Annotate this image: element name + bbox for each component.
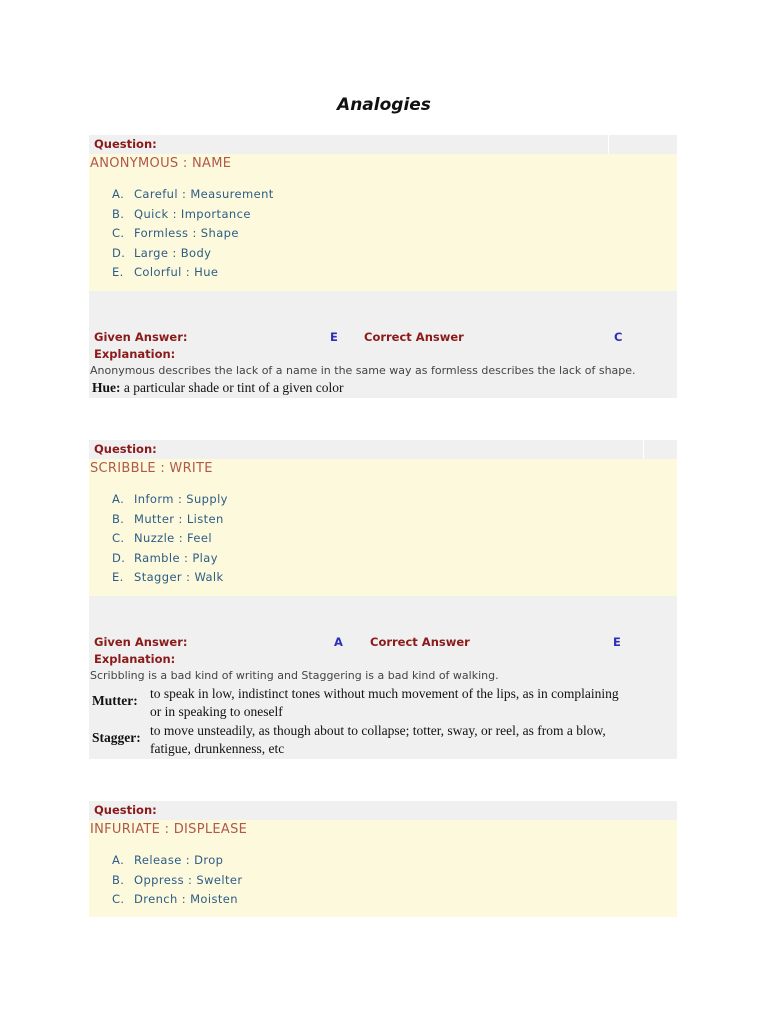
question-text: SCRIBBLE : WRITE	[90, 461, 213, 476]
question-label: Question:	[89, 440, 677, 459]
option-a: A. Careful : Measurement	[112, 187, 274, 201]
question-text: ANONYMOUS : NAME	[90, 156, 232, 171]
answer-row	[89, 328, 677, 346]
question-body	[89, 820, 677, 917]
options-list	[112, 481, 677, 596]
explanation-label: Explanation:	[94, 347, 176, 361]
option-c: C. Drench : Moisten	[112, 892, 238, 906]
option-d: D. Large : Body	[112, 245, 212, 260]
explanation-label: Explanation:	[94, 652, 176, 666]
question-card-2	[89, 440, 677, 759]
option-c: C. Nuzzle : Feel	[112, 531, 212, 545]
option-c: C. Formless : Shape	[112, 226, 239, 240]
option-e: E. Colorful : Hue	[112, 265, 219, 279]
option-a: A. Release : Drop	[112, 853, 224, 867]
question-card-1	[89, 135, 677, 398]
explanation-text: Anonymous describes the lack of a name in the same way as formless describes the lack of shape.	[90, 364, 636, 377]
option-a: A. Inform : Supply	[112, 492, 228, 506]
question-body	[89, 459, 677, 596]
given-answer-value: A	[334, 635, 343, 649]
definition-hue: Hue: a particular shade or tint of a given color	[92, 380, 344, 395]
given-answer-value: E	[330, 330, 338, 344]
option-e: E. Stagger : Walk	[112, 570, 224, 584]
option-d: D. Ramble : Play	[112, 550, 218, 565]
correct-answer-label: Correct Answer	[364, 330, 464, 344]
page-title: Analogies	[337, 95, 431, 115]
definition-mutter: Mutter: to speak in low, indistinct tones without much movement of the lips, as in complaining or in speaking to oneself	[92, 686, 619, 719]
question-body	[89, 154, 677, 291]
given-answer-label: Given Answer:	[94, 330, 188, 344]
option-b: B. Mutter : Listen	[112, 511, 224, 526]
given-answer-label: Given Answer:	[94, 635, 188, 649]
question-text: INFURIATE : DISPLEASE	[90, 822, 248, 837]
correct-answer-value: C	[614, 330, 623, 344]
option-b: B. Oppress : Swelter	[112, 872, 243, 887]
options-list	[112, 176, 677, 291]
question-label: Question:	[94, 803, 157, 817]
correct-answer-value: E	[613, 635, 621, 649]
question-card-3	[89, 801, 677, 917]
options-list	[112, 842, 677, 917]
question-label: Question:	[89, 135, 677, 154]
correct-answer-label: Correct Answer	[370, 635, 470, 649]
explanation-text: Scribbling is a bad kind of writing and Staggering is a bad kind of walking.	[90, 669, 499, 682]
option-b: B. Quick : Importance	[112, 206, 251, 221]
definition-stagger: Stagger: to move unsteadily, as though about to collapse; totter, sway, or reel, as from a blow, fatigue, drunkenness, etc	[92, 723, 606, 756]
answer-row	[89, 633, 677, 651]
